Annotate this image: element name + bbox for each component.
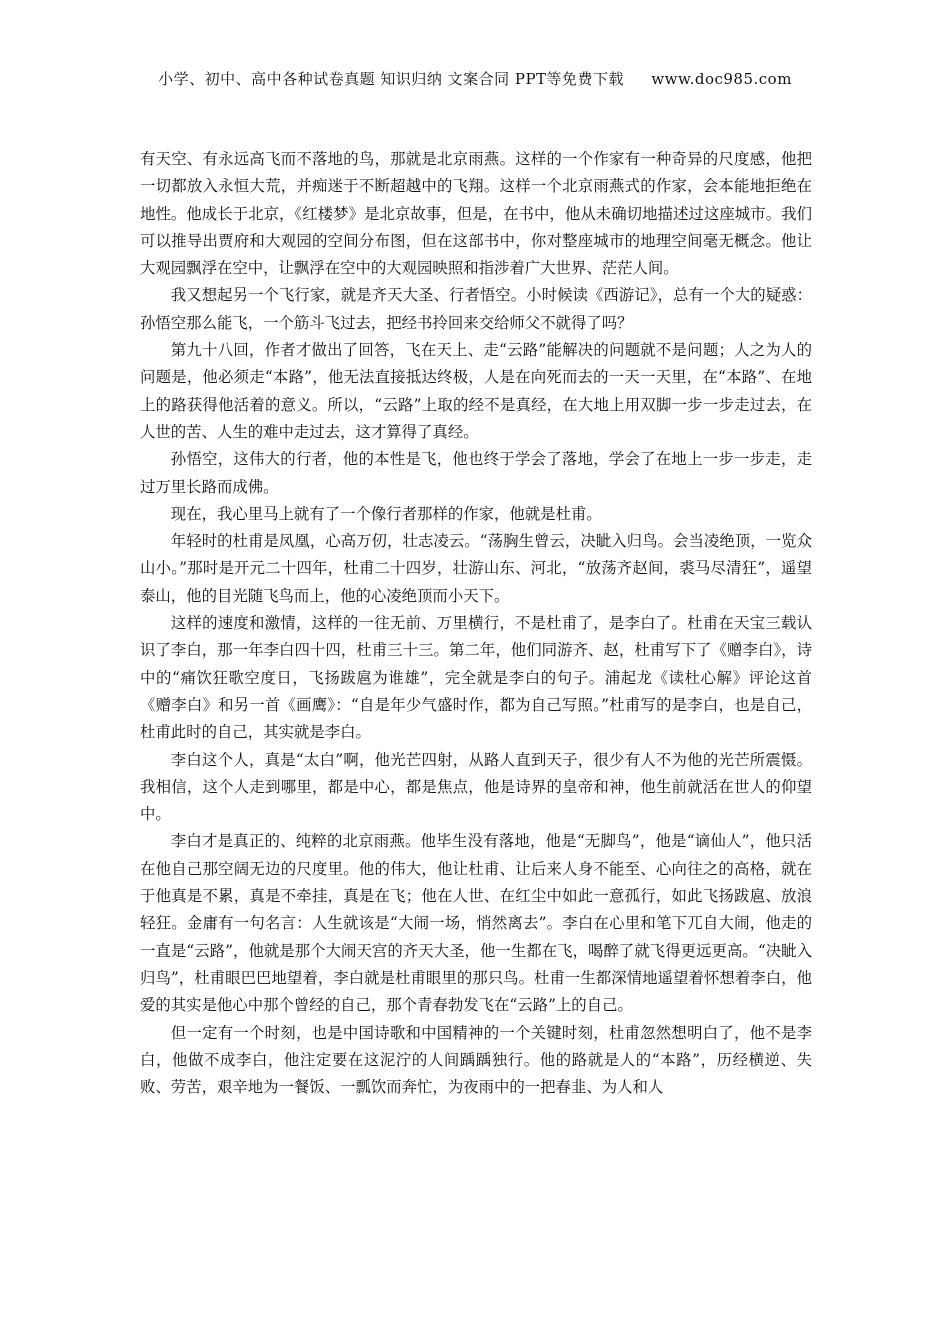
paragraph-9: 李白才是真正的、纯粹的北京雨燕。他毕生没有落地，他是“无脚鸟”，他是“谪仙人”，他只活在他自己那空阔无边的尺度里。他的伟大，他让杜甫、让后来人身不能至、心向往之的高格，就在于他真是不累，真是不牵挂，真是在飞；他在人世、在红尘中如此一意孤行，如此飞扬跋扈、放浪轻狂。金庸有一句名言：人生就该是“大闹一场，悄然离去”。李白在心里和笔下兀自大闹，他走的一直是“云路”，他就是那个大闹天宫的齐天大圣，他一生都在飞，喝醉了就飞得更远更高。“决眦入归鸟”，杜甫眼巴巴地望着，李白就是杜甫眼里的那只鸟。杜甫一生都深情地遥望着怀想着李白，他爱的其实是他心中那个曾经的自己，那个青春勃发飞在“云路”上的自己。 — [140, 832, 812, 1015]
page-header — [0, 68, 950, 89]
paragraph-7: 这样的速度和激情，这样的一往无前、万里横行，不是杜甫了，是李白了。杜甫在天宝三载认识了李白，那一年李白四十四，杜甫三十三。第二年，他们同游齐、赵，杜甫写下了《赠李白》，诗中的“痛饮狂歌空度日，飞扬跋扈为谁雄”，完全就是李白的句子。浦起龙《读杜心解》评论这首《赠李白》和另一首《画鹰》：“自是年少气盛时作，都为自己写照。”杜甫写的是李白，也是自己，杜甫此时的自己，其实就是李白。 — [140, 614, 812, 742]
header-site-url: www.doc985.com — [651, 70, 792, 88]
paragraph-2: 我又想起另一个飞行家，就是齐天大圣、行者悟空。小时候读《西游记》，总有一个大的疑惑：孙悟空那么能飞，一个筋斗飞过去，把经书拎回来交给师父不就得了吗？ — [140, 286, 812, 332]
paragraph-3: 第九十八回，作者才做出了回答，飞在天上、走“云路”能解决的问题就不是问题；人之为人的问题是，他必须走“本路”，他无法直接抵达终极，人是在向死而去的一天一天里，在“本路”、在地上的路获得他活着的意义。所以，“云路”上取的经不是真经，在大地上用双脚一步一步走过去，在人世的苦、人生的难中走过去，这才算得了真经。 — [140, 341, 812, 441]
article-body — [140, 146, 812, 1101]
paragraph-5: 现在，我心里马上就有了一个像行者那样的作家，他就是杜甫。 — [170, 504, 602, 523]
paragraph-4: 孙悟空，这伟大的行者，他的本性是飞，他也终于学会了落地，学会了在地上一步一步走，走过万里长路而成佛。 — [140, 450, 812, 496]
paragraph-6: 年轻时的杜甫是凤凰，心高万仞，壮志凌云。“荡胸生曾云，决眦入归鸟。会当凌绝顶，一览众山小。”那时是开元二十四年，杜甫二十四岁，壮游山东、河北，“放荡齐赵间，裘马尽清狂”，遥望泰山，他的目光随飞鸟而上，他的心凌绝顶而小天下。 — [140, 532, 812, 605]
paragraph-1: 有天空、有永远高飞而不落地的鸟，那就是北京雨燕。这样的一个作家有一种奇异的尺度感，他把一切都放入永恒大荒，并痴迷于不断超越中的飞翔。这样一个北京雨燕式的作家，会本能地拒绝在地性。他成长于北京，《红楼梦》是北京故事，但是，在书中，他从未确切地描述过这座城市。我们可以推导出贾府和大观园的空间分布图，但在这部书中，你对整座城市的地理空间毫无概念。他让大观园飘浮在空中，让飘浮在空中的大观园映照和指涉着广大世界、茫茫人间。 — [140, 150, 812, 278]
paragraph-10: 但一定有一个时刻，也是中国诗歌和中国精神的一个关键时刻，杜甫忽然想明白了，他不是李白，他做不成李白，他注定要在这泥泞的人间踽踽独行。他的路就是人的“本路”，历经横逆、失败、劳苦，艰辛地为一餐饭、一瓢饮而奔忙，为夜雨中的一把春韭、为人和人 — [140, 1023, 812, 1097]
paragraph-8: 李白这个人，真是“太白”啊，他光芒四射，从路人直到天子，很少有人不为他的光芒所震慑。我相信，这个人走到哪里，都是中心，都是焦点，他是诗界的皇帝和神，他生前就活在世人的仰望中。 — [140, 750, 812, 824]
header-text: 小学、初中、高中各种试卷真题 知识归纳 文案合同 PPT等免费下载 — [158, 70, 625, 88]
